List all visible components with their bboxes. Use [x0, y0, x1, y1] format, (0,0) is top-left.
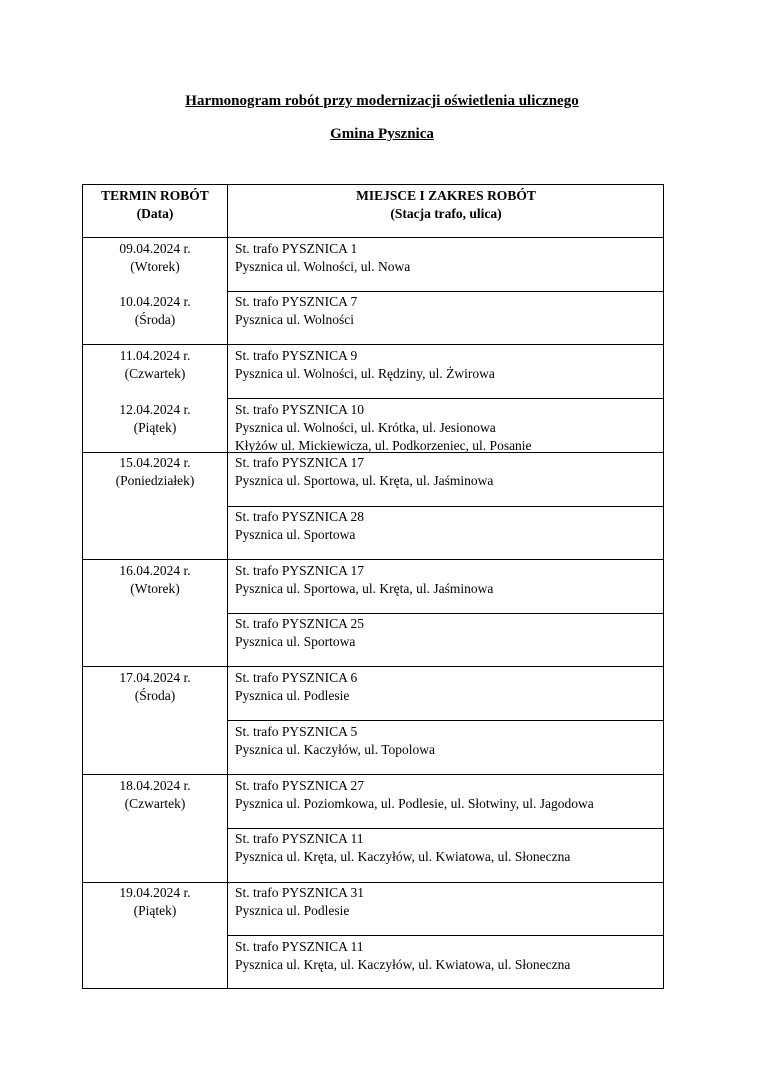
- date-text: 17.04.2024 r.: [119, 670, 191, 685]
- place-cell: [235, 723, 660, 759]
- row-divider: [83, 666, 663, 667]
- date-text: 15.04.2024 r.: [119, 455, 191, 470]
- weekday-text: (Środa): [134, 312, 176, 327]
- station-text: St. trafo PYSZNICA 17: [235, 563, 365, 578]
- station-text: St. trafo PYSZNICA 17: [235, 455, 365, 470]
- weekday-text: (Wtorek): [130, 581, 180, 596]
- date-text: 10.04.2024 r.: [119, 294, 191, 309]
- date-cell: [83, 454, 227, 490]
- header-date: [83, 187, 227, 223]
- weekday-text: (Piątek): [133, 420, 177, 435]
- date-cell: [83, 884, 227, 920]
- station-text: St. trafo PYSZNICA 11: [235, 831, 364, 846]
- date-text: 19.04.2024 r.: [119, 885, 191, 900]
- column-divider: [227, 185, 228, 988]
- streets-text: Pysznica ul. Kręta, ul. Kaczyłów, ul. Kwiatowa, ul. Słoneczna: [235, 849, 571, 864]
- place-cell: [235, 562, 660, 598]
- date-cell: [83, 777, 227, 813]
- place-cell: [235, 240, 660, 276]
- station-text: St. trafo PYSZNICA 11: [235, 939, 364, 954]
- streets-text: Pysznica ul. Wolności: [235, 312, 355, 327]
- station-text: St. trafo PYSZNICA 6: [235, 670, 358, 685]
- row-divider: [83, 344, 663, 345]
- place-cell: [235, 830, 660, 866]
- streets-text: Pysznica ul. Kaczyłów, ul. Topolowa: [235, 742, 436, 757]
- place-cell: [235, 938, 660, 974]
- row-divider: [227, 291, 663, 292]
- streets-text: Pysznica ul. Sportowa: [235, 634, 356, 649]
- date-text: 11.04.2024 r.: [119, 348, 191, 363]
- row-divider: [83, 882, 663, 883]
- row-divider: [227, 398, 663, 399]
- row-divider: [227, 935, 663, 936]
- weekday-text: (Środa): [134, 688, 176, 703]
- place-cell: [235, 454, 660, 490]
- streets-text: Pysznica ul. Podlesie: [235, 688, 350, 703]
- date-cell: [83, 669, 227, 705]
- date-text: 16.04.2024 r.: [119, 563, 191, 578]
- document-title: Harmonogram robót przy modernizacji oświetlenia ulicznego: [185, 93, 579, 109]
- place-cell: [235, 777, 660, 813]
- row-divider: [83, 774, 663, 775]
- row-divider: [227, 613, 663, 614]
- station-text: St. trafo PYSZNICA 5: [235, 724, 358, 739]
- streets-text: Pysznica ul. Wolności, ul. Rędziny, ul. Żwirowa: [235, 366, 495, 381]
- date-cell: [83, 293, 227, 329]
- station-text: St. trafo PYSZNICA 10: [235, 402, 365, 417]
- schedule-table: [82, 184, 664, 989]
- place-cell: [235, 669, 660, 705]
- station-text: St. trafo PYSZNICA 27: [235, 778, 365, 793]
- streets-text: Pysznica ul. Sportowa, ul. Kręta, ul. Jaśminowa: [235, 473, 494, 488]
- streets-text: Pysznica ul. Podlesie: [235, 903, 350, 918]
- place-cell: [235, 347, 660, 383]
- row-divider: [83, 237, 663, 238]
- document-subtitle: Gmina Pysznica: [330, 126, 434, 142]
- date-text: 12.04.2024 r.: [119, 402, 191, 417]
- row-divider: [83, 559, 663, 560]
- row-divider: [227, 506, 663, 507]
- date-cell: [83, 401, 227, 437]
- station-text: St. trafo PYSZNICA 31: [235, 885, 365, 900]
- place-cell: [235, 615, 660, 651]
- header-place: [228, 187, 664, 223]
- date-text: 18.04.2024 r.: [119, 778, 191, 793]
- date-text: 09.04.2024 r.: [119, 241, 191, 256]
- streets-text: Pysznica ul. Kręta, ul. Kaczyłów, ul. Kwiatowa, ul. Słoneczna: [235, 957, 571, 972]
- row-divider: [227, 828, 663, 829]
- date-cell: [83, 562, 227, 598]
- weekday-text: (Czwartek): [124, 796, 186, 811]
- header-place-line: MIEJSCE I ZAKRES ROBÓT: [356, 188, 536, 203]
- streets-text: Pysznica ul. Sportowa, ul. Kręta, ul. Jaśminowa: [235, 581, 494, 596]
- row-divider: [227, 720, 663, 721]
- weekday-text: (Czwartek): [124, 366, 186, 381]
- station-text: St. trafo PYSZNICA 25: [235, 616, 365, 631]
- streets-text: Pysznica ul. Poziomkowa, ul. Podlesie, ul. Słotwiny, ul. Jagodowa: [235, 796, 594, 811]
- streets-text: Kłyżów ul. Mickiewicza, ul. Podkorzeniec, ul. Posanie: [235, 438, 532, 453]
- header-date-line: TERMIN ROBÓT: [101, 188, 209, 203]
- date-cell: [83, 240, 227, 276]
- station-text: St. trafo PYSZNICA 28: [235, 509, 365, 524]
- place-cell: [235, 508, 660, 544]
- weekday-text: (Poniedziałek): [115, 473, 195, 488]
- place-cell: [235, 884, 660, 920]
- streets-text: Pysznica ul. Wolności, ul. Krótka, ul. Jesionowa: [235, 420, 496, 435]
- station-text: St. trafo PYSZNICA 1: [235, 241, 358, 256]
- place-cell: [235, 401, 660, 455]
- streets-text: Pysznica ul. Sportowa: [235, 527, 356, 542]
- station-text: St. trafo PYSZNICA 7: [235, 294, 358, 309]
- header-place-line: (Stacja trafo, ulica): [390, 206, 502, 221]
- station-text: St. trafo PYSZNICA 9: [235, 348, 358, 363]
- place-cell: [235, 293, 660, 329]
- weekday-text: (Piątek): [133, 903, 177, 918]
- streets-text: Pysznica ul. Wolności, ul. Nowa: [235, 259, 411, 274]
- date-cell: [83, 347, 227, 383]
- weekday-text: (Wtorek): [130, 259, 180, 274]
- header-date-line: (Data): [136, 206, 174, 221]
